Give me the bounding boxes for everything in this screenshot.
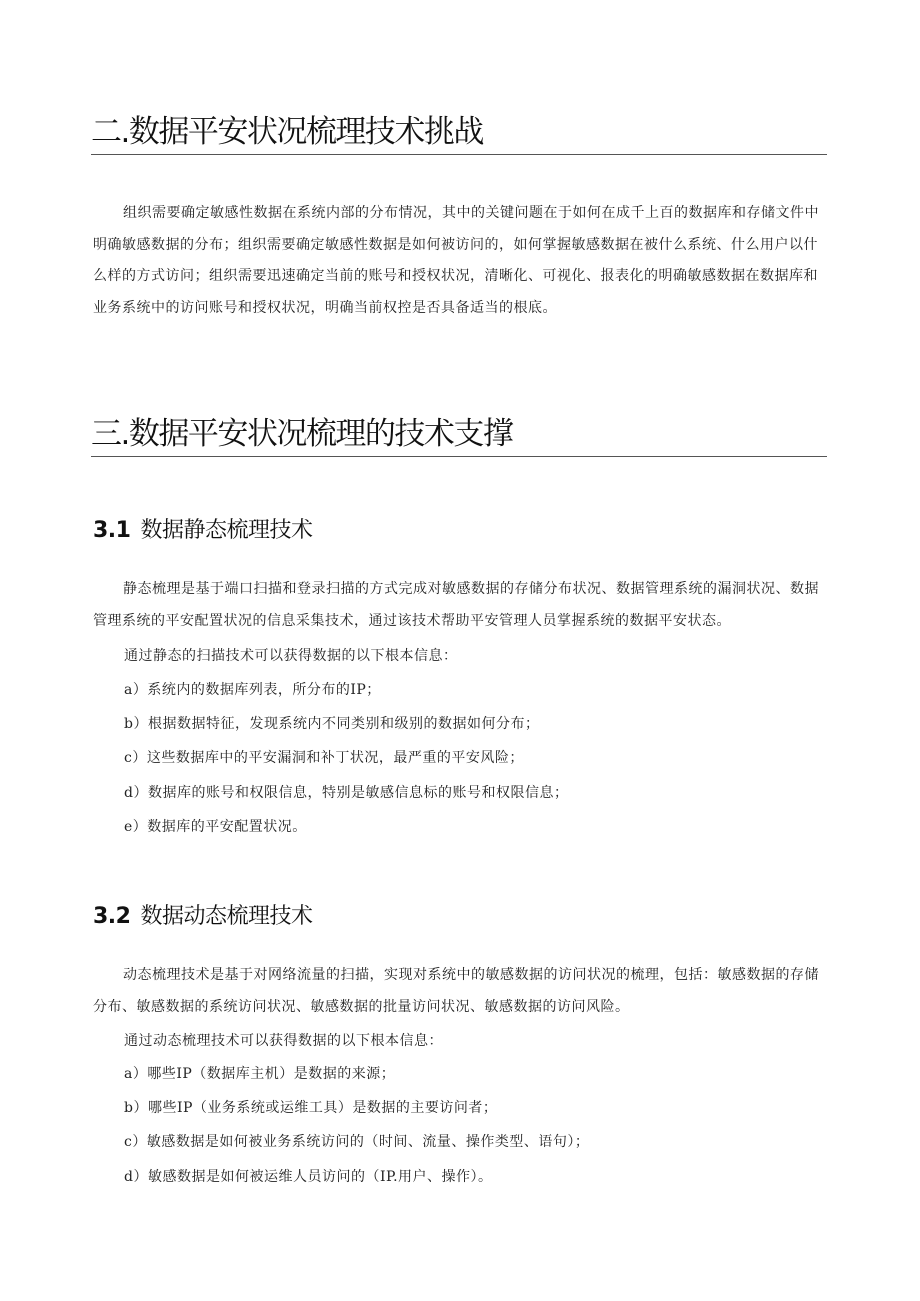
subsection-3-2-paragraph: 动态梳理技术是基于对网络流量的扫描，实现对系统中的敏感数据的访问状况的梳理，包括：敏感数据的存储分布、敏感数据的系统访问状况、敏感数据的批量访问状况、敏感数据的访问风险。	[93, 967, 819, 1015]
section-2-heading: 二.数据平安状况梳理技术挑战	[91, 112, 827, 155]
subsection-3-1-intro: 通过静态的扫描技术可以获得数据的以下根本信息：	[124, 648, 458, 664]
list-item: d）敏感数据是如何被运维人员访问的（IP.用户、操作）。	[124, 1168, 493, 1185]
list-item: b）哪些IP（业务系统或运维工具）是数据的主要访问者；	[124, 1100, 498, 1117]
subsection-3-1-list	[124, 680, 568, 851]
subsection-3-2-number: 3.2	[93, 904, 131, 929]
list-item: b）根据数据特征，发现系统内不同类别和级别的数据如何分布；	[124, 716, 540, 733]
list-item: e）数据库的平安配置状况。	[124, 818, 307, 835]
subsection-3-1-paragraph: 静态梳理是基于端口扫描和登录扫描的方式完成对敏感数据的存储分布状况、数据管理系统的漏洞状况、数据管理系统的平安配置状况的信息采集技术，通过该技术帮助平安管理人员掌握系统的数据平安状态。	[93, 581, 819, 629]
subsection-3-2-intro: 通过动态梳理技术可以获得数据的以下根本信息：	[124, 1033, 443, 1049]
list-item: c）这些数据库中的平安漏洞和补丁状况，最严重的平安风险；	[124, 750, 524, 767]
section-3-heading: 三.数据平安状况梳理的技术支撑	[91, 414, 827, 457]
subsection-3-1-title: 数据静态梳理技术	[140, 518, 313, 543]
subsection-3-2-heading	[93, 902, 313, 932]
list-item: a）哪些IP（数据库主机）是数据的来源；	[124, 1066, 396, 1082]
list-item: a）系统内的数据库列表，所分布的IP；	[124, 682, 381, 698]
subsection-3-2-title: 数据动态梳理技术	[140, 904, 313, 929]
subsection-3-1-number: 3.1	[93, 518, 131, 543]
section-2-paragraph: 组织需要确定敏感性数据在系统内部的分布情况，其中的关键问题在于如何在成千上百的数据库和存储文件中明确敏感数据的分布；组织需要确定敏感性数据是如何被访问的，如何掌握敏感数据在被什么系统、什么用户以什么样的方式访问；组织需要迅速确定当前的账号和授权状况，清晰化、可视化、报表化的明确敏感数据在数据库和业务系统中的访问账号和授权状况，明确当前权控是否具备适当的根底。	[93, 205, 819, 316]
subsection-3-2-list	[124, 1064, 589, 1201]
list-item: c）敏感数据是如何被业务系统访问的（时间、流量、操作类型、语句）；	[124, 1134, 590, 1151]
list-item: d）数据库的账号和权限信息，特别是敏感信息标的账号和权限信息；	[124, 784, 569, 801]
subsection-3-1-heading	[93, 516, 313, 546]
